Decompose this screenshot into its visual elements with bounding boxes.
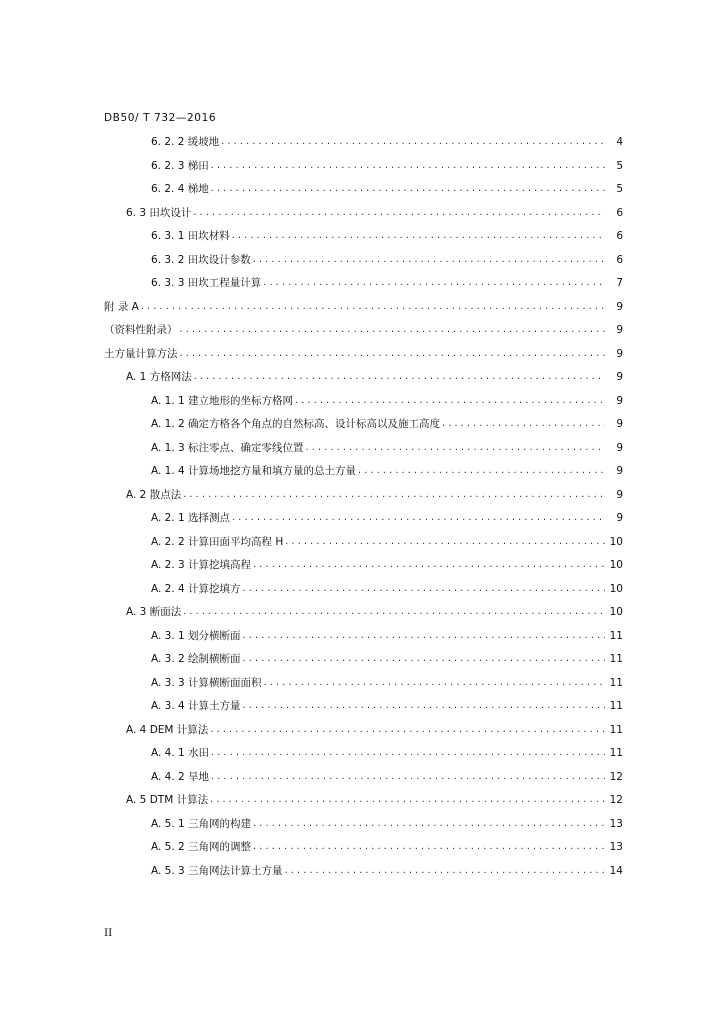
- toc-entry-label: A. 1. 1 建立地形的坐标方格网: [151, 394, 294, 407]
- toc-entry-label: 6. 2. 3 梯田: [151, 159, 209, 172]
- toc-dot-leader: [241, 579, 605, 599]
- toc-entry-label: A. 5. 1 三角网的构建: [151, 817, 252, 830]
- toc-entry-label: 6. 3. 1 田坎材料: [151, 230, 230, 242]
- toc-dot-leader: [241, 649, 605, 669]
- toc-entry-page-number: 9: [616, 324, 623, 336]
- toc-dot-leader: [208, 790, 605, 810]
- toc-dot-leader: [178, 344, 606, 364]
- toc-entry-page-number: 5: [616, 183, 623, 195]
- toc-entry-page-number: 11: [609, 723, 623, 736]
- toc-entry-page-number: 9: [616, 465, 623, 477]
- toc-entry-page-number: 9: [616, 300, 623, 313]
- toc-entry[interactable]: [151, 438, 623, 458]
- toc-entry[interactable]: [151, 837, 623, 857]
- toc-dot-leader: [293, 391, 605, 411]
- toc-entry-label: A. 4. 2 旱地: [151, 770, 210, 783]
- toc-entry[interactable]: [126, 485, 623, 505]
- toc-entry-page-number: 9: [616, 441, 623, 454]
- toc-entry-label: 6. 3. 2 田坎设计参数: [151, 253, 251, 266]
- toc-entry-page-number: 10: [609, 606, 623, 618]
- toc-entry-label: A. 2. 4 计算挖填方: [151, 582, 241, 595]
- toc-entry-label: 6. 3. 3 田坎工程量计算: [151, 277, 262, 289]
- document-header: DB50/ T 732—2016: [104, 112, 217, 124]
- toc-entry[interactable]: [151, 626, 623, 646]
- toc-entry[interactable]: [151, 555, 623, 575]
- toc-entry[interactable]: [151, 250, 623, 270]
- toc-entry-page-number: 9: [616, 371, 623, 383]
- toc-entry[interactable]: [104, 297, 623, 317]
- toc-entry-page-number: 11: [609, 676, 623, 689]
- toc-entry-page-number: 10: [609, 582, 623, 595]
- toc-entry[interactable]: [126, 720, 623, 740]
- toc-entry[interactable]: [151, 743, 623, 763]
- toc-dot-leader: [251, 814, 605, 834]
- toc-dot-leader: [304, 438, 605, 458]
- toc-entry-page-number: 4: [616, 136, 623, 148]
- toc-dot-leader: [356, 461, 605, 481]
- toc-entry-label: A. 5. 2 三角网的调整: [151, 841, 252, 853]
- toc-entry[interactable]: [151, 273, 623, 293]
- toc-entry-page-number: 9: [616, 512, 623, 524]
- toc-entry[interactable]: [151, 461, 623, 481]
- toc-entry-label: A. 1. 4 计算场地挖方量和填方量的总土方量: [151, 465, 357, 477]
- toc-dot-leader: [283, 861, 605, 881]
- toc-entry[interactable]: [151, 649, 623, 669]
- toc-dot-leader: [230, 226, 605, 246]
- toc-entry-label: A. 5 DTM 计算法: [126, 794, 209, 806]
- toc-entry-page-number: 6: [616, 230, 623, 242]
- toc-entry-label: A. 4 DEM 计算法: [126, 723, 209, 736]
- toc-entry-label: A. 2 散点法: [126, 488, 182, 501]
- toc-entry-page-number: 11: [609, 653, 623, 665]
- toc-entry-page-number: 9: [616, 394, 623, 407]
- toc-entry-label: A. 3. 2 绘制横断面: [151, 653, 241, 665]
- toc-entry-label: 6. 3 田坎设计: [126, 206, 192, 219]
- toc-entry[interactable]: [151, 179, 623, 199]
- toc-entry-label: 6. 2. 2 缓坡地: [151, 136, 220, 148]
- toc-entry-page-number: 11: [609, 747, 623, 759]
- toc-entry[interactable]: [126, 203, 623, 223]
- toc-dot-leader: [261, 273, 605, 293]
- toc-entry-page-number: 10: [609, 535, 623, 548]
- toc-entry-page-number: 9: [616, 488, 623, 501]
- toc-entry[interactable]: [126, 602, 623, 622]
- toc-entry[interactable]: [151, 132, 623, 152]
- toc-entry-label: 6. 2. 4 梯地: [151, 183, 209, 195]
- page-number: II: [104, 927, 113, 939]
- toc-entry[interactable]: [151, 861, 623, 881]
- toc-entry-page-number: 11: [609, 700, 623, 712]
- toc-entry[interactable]: [151, 696, 623, 716]
- toc-entry-label: A. 1. 3 标注零点、确定零线位置: [151, 441, 304, 454]
- toc-dot-leader: [219, 132, 605, 152]
- toc-entry-label: A. 3 断面法: [126, 606, 182, 618]
- toc-entry[interactable]: [151, 391, 623, 411]
- toc-entry[interactable]: [151, 673, 623, 693]
- toc-entry[interactable]: [104, 320, 623, 340]
- toc-entry-label: （资料性附录）: [104, 324, 178, 336]
- toc-entry-page-number: 14: [609, 864, 623, 877]
- toc-dot-leader: [241, 696, 605, 716]
- toc-entry[interactable]: [151, 508, 623, 528]
- toc-entry[interactable]: [126, 367, 623, 387]
- toc-entry-page-number: 13: [609, 841, 623, 853]
- toc-entry-label: A. 2. 1 选择测点: [151, 512, 231, 524]
- toc-dot-leader: [178, 320, 606, 340]
- toc-entry[interactable]: [151, 226, 623, 246]
- toc-entry-page-number: 10: [609, 559, 623, 571]
- toc-entry-label: A. 3. 1 划分横断面: [151, 629, 241, 642]
- toc-dot-leader: [230, 508, 605, 528]
- toc-entry-label: 土方量计算方法: [104, 347, 178, 360]
- toc-entry-label: A. 2. 3 计算挖填高程: [151, 559, 252, 571]
- toc-entry-page-number: 6: [616, 253, 623, 266]
- toc-entry[interactable]: [151, 579, 623, 599]
- toc-entry-page-number: 9: [616, 418, 623, 430]
- toc-dot-leader: [251, 250, 605, 270]
- toc-dot-leader: [283, 532, 605, 552]
- toc-dot-leader: [209, 767, 605, 787]
- toc-entry[interactable]: [151, 414, 623, 434]
- toc-entry[interactable]: [126, 790, 623, 810]
- toc-dot-leader: [191, 203, 605, 223]
- toc-dot-leader: [181, 485, 605, 505]
- toc-dot-leader: [251, 555, 605, 575]
- toc-entry[interactable]: [151, 767, 623, 787]
- toc-entry-label: 附 录 A: [104, 300, 139, 313]
- toc-entry-label: A. 5. 3 三角网法计算土方量: [151, 864, 283, 877]
- toc-entry[interactable]: [104, 344, 623, 364]
- toc-entry-page-number: 13: [609, 817, 623, 830]
- toc-entry-page-number: 12: [609, 794, 623, 806]
- toc-entry-label: A. 3. 3 计算横断面面积: [151, 676, 262, 689]
- toc-dot-leader: [251, 837, 605, 857]
- toc-entry-page-number: 9: [616, 347, 623, 360]
- toc-entry-page-number: 12: [609, 770, 623, 783]
- toc-entry-page-number: 11: [609, 629, 623, 642]
- toc-entry[interactable]: [151, 814, 623, 834]
- toc-entry-label: A. 4. 1 水田: [151, 747, 210, 759]
- toc-dot-leader: [209, 179, 605, 199]
- toc-dot-leader: [440, 414, 605, 434]
- toc-entry-page-number: 7: [616, 277, 623, 289]
- toc-dot-leader: [209, 743, 605, 763]
- toc-dot-leader: [241, 626, 605, 646]
- toc-entry-page-number: 5: [616, 159, 623, 172]
- toc-dot-leader: [192, 367, 605, 387]
- toc-dot-leader: [181, 602, 605, 622]
- toc-entry-label: A. 1. 2 确定方格各个角点的自然标高、设计标高以及施工高度: [151, 418, 441, 430]
- toc-dot-leader: [208, 720, 605, 740]
- toc-entry[interactable]: [151, 532, 623, 552]
- toc-entry-label: A. 3. 4 计算土方量: [151, 700, 241, 712]
- toc-dot-leader: [209, 156, 605, 176]
- toc-entry[interactable]: [151, 156, 623, 176]
- toc-dot-leader: [139, 297, 605, 317]
- toc-entry-label: A. 2. 2 计算田面平均高程 H: [151, 535, 284, 548]
- toc-entry-label: A. 1 方格网法: [126, 371, 192, 383]
- toc-dot-leader: [262, 673, 605, 693]
- toc-entry-page-number: 6: [616, 206, 623, 219]
